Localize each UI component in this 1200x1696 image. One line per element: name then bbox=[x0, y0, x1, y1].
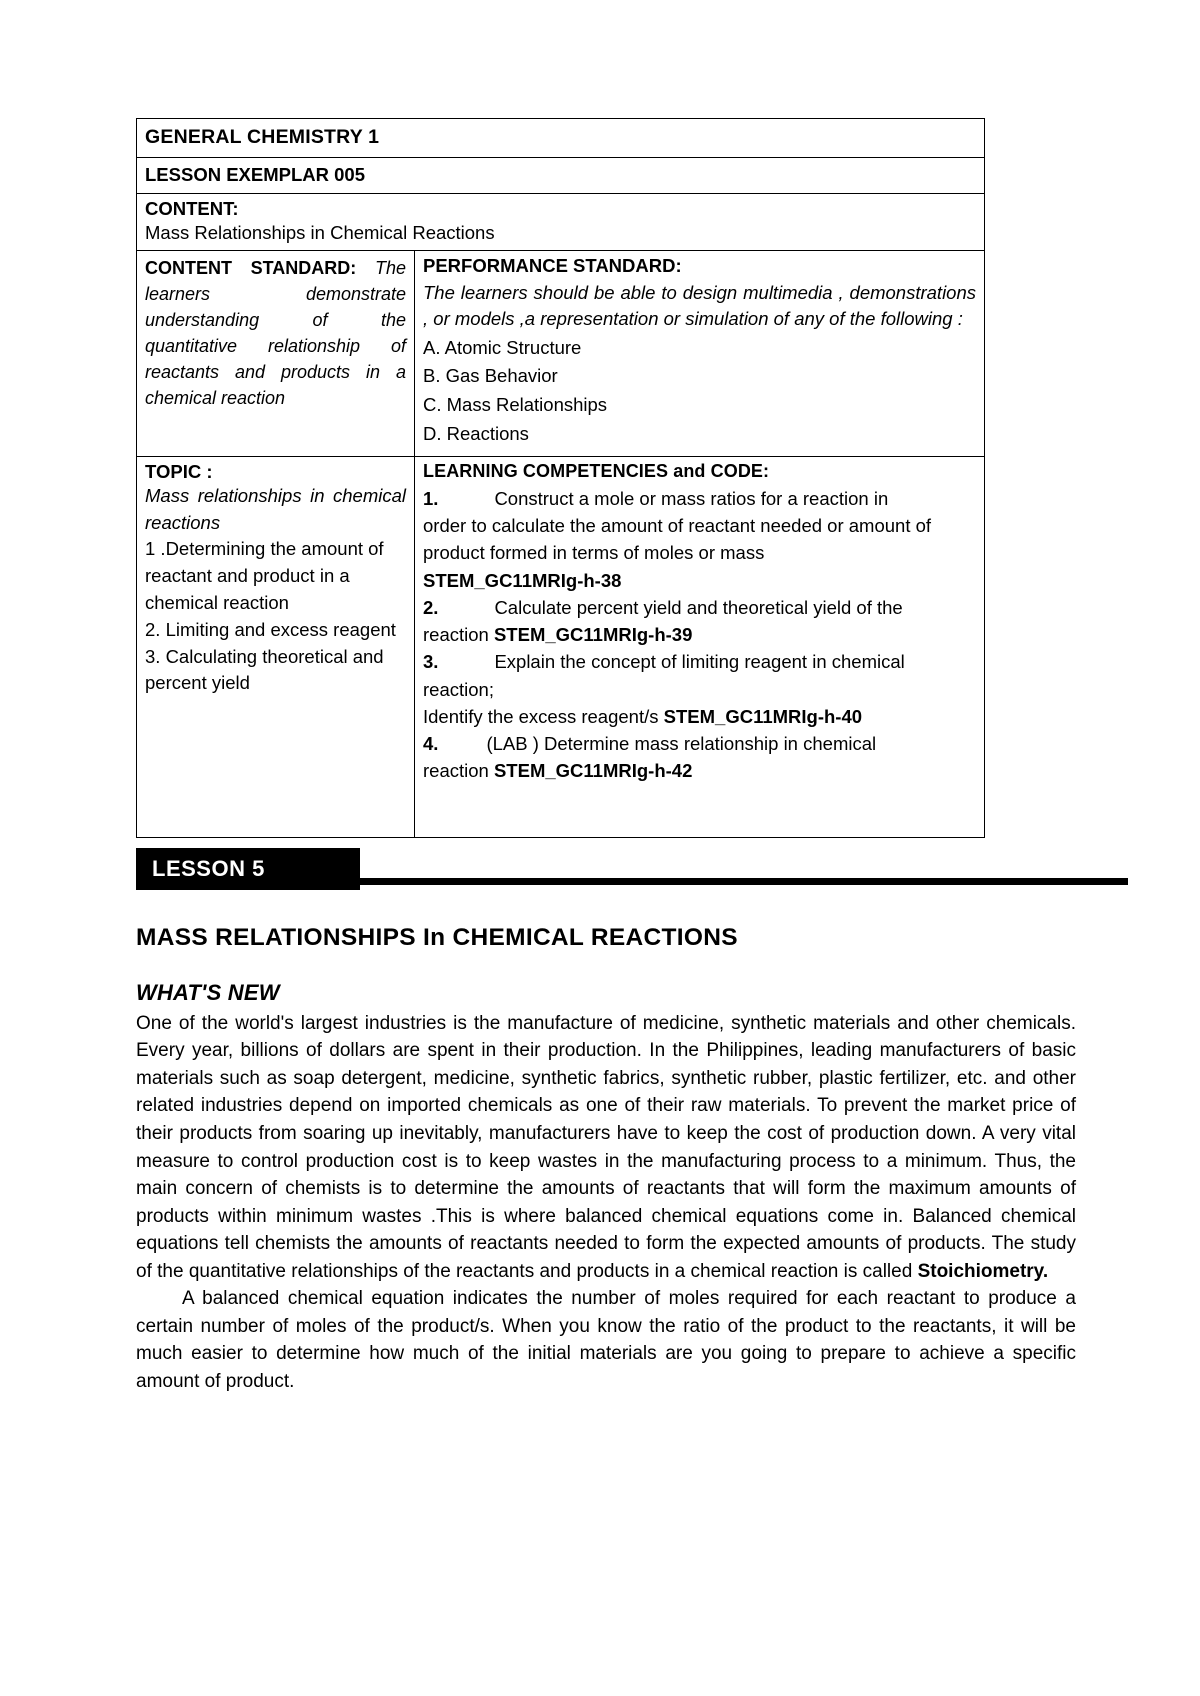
paragraph-1-text: One of the world's largest industries is the manufacture of medicine, synthetic materials and other chemicals. Every year, billions of dollars are spent in their production. In the Philippines, leading manufacturers of basic materials such as soap detergent, medicine, synthetic fabrics, synthetic rubber, plastic fertilizer, etc. and other related industries depend on imported chemicals as one of their raw materials. To prevent the market price of their products from soaring up inevitably, manufacturers have to keep the cost of production down. A very vital measure to control production cost is to keep wastes in the manufacturing process to a minimum. Thus, the main concern of chemists is to determine the amounts of reactants that will form the maximum amounts of products within minimum wastes .This is where balanced chemical equations come in. Balanced chemical equations tell chemists the amounts of reactants needed to form the expected amounts of products. The study of the quantitative relationships of the reactants and products in a chemical reaction is called bbox=[136, 1012, 1076, 1282]
table-row bbox=[137, 119, 985, 158]
content-standard-label: CONTENT STANDARD: bbox=[145, 258, 357, 278]
competency-number: 2. bbox=[423, 596, 439, 618]
learning-competencies-label: LEARNING COMPETENCIES and CODE: bbox=[423, 460, 770, 481]
competency-line: product formed in terms of moles or mass bbox=[423, 542, 765, 564]
table-row bbox=[137, 251, 985, 457]
stoichiometry-term: Stoichiometry. bbox=[917, 1260, 1049, 1282]
topic-list bbox=[145, 536, 406, 697]
competency-code-wrap bbox=[423, 622, 976, 648]
competency-line: order to calculate the amount of reactant needed or amount of bbox=[423, 515, 932, 537]
list-item: B. Gas Behavior bbox=[423, 365, 558, 387]
topic-cell bbox=[137, 456, 415, 837]
competency-line-wrap bbox=[423, 540, 976, 566]
page-title: MASS RELATIONSHIPS In CHEMICAL REACTIONS bbox=[136, 923, 738, 951]
competency-line: Construct a mole or mass ratios for a reaction in bbox=[494, 487, 889, 509]
competency-line: Calculate percent yield and theoretical yield of the bbox=[494, 596, 903, 618]
list-item: C. Mass Relationships bbox=[423, 394, 608, 416]
paragraph-2-text: A balanced chemical equation indicates the number of moles required for each reactant to produce a certain number of moles of the product/s. When you know the ratio of the product to the reactants, it will be much easier to determine how much of the initial materials are you going to prepare to achieve a specific amount of product. bbox=[136, 1288, 1076, 1392]
learning-competencies-body bbox=[423, 486, 976, 785]
competency-code-wrap bbox=[423, 704, 976, 730]
competency-number: 1. bbox=[423, 487, 439, 509]
performance-standard-list bbox=[423, 335, 976, 448]
competency-code-wrap bbox=[423, 758, 976, 784]
lesson-banner-label: LESSON 5 bbox=[136, 848, 360, 890]
list-item: 1 .Determining the amount of reactant and product in a chemical reaction bbox=[145, 538, 384, 614]
competency-code: STEM_GC11MRIg-h-39 bbox=[493, 624, 693, 646]
topic-italic-text: Mass relationships in chemical reactions bbox=[145, 484, 406, 533]
exemplar-cell: LESSON EXEMPLAR 005 bbox=[137, 158, 985, 194]
competency-line: Explain the concept of limiting reagent in chemical bbox=[494, 651, 905, 673]
paragraph-1 bbox=[136, 1010, 1076, 1285]
subject-cell: GENERAL CHEMISTRY 1 bbox=[137, 119, 985, 158]
banner-rule bbox=[358, 878, 1128, 885]
content-cell bbox=[137, 194, 985, 251]
performance-standard-cell bbox=[415, 251, 985, 457]
competency-item bbox=[423, 486, 976, 512]
competency-code-wrap bbox=[423, 568, 976, 594]
competency-line: (LAB ) Determine mass relationship in chemical bbox=[486, 733, 877, 755]
competency-item bbox=[423, 731, 976, 757]
table-row bbox=[137, 158, 985, 194]
competency-line: reaction bbox=[423, 624, 489, 646]
competency-number: 4. bbox=[423, 733, 439, 755]
list-item: A. Atomic Structure bbox=[423, 336, 582, 358]
section-heading-whats-new: WHAT'S NEW bbox=[136, 979, 280, 1005]
table-row bbox=[137, 456, 985, 837]
content-label: CONTENT: bbox=[145, 198, 239, 219]
table-row bbox=[137, 194, 985, 251]
list-item: 2. Limiting and excess reagent bbox=[145, 618, 396, 640]
competency-line: reaction bbox=[423, 760, 489, 782]
competency-item bbox=[423, 595, 976, 621]
competency-line: reaction; bbox=[423, 678, 494, 700]
content-standard-cell bbox=[137, 251, 415, 457]
topic-label: TOPIC : bbox=[145, 460, 213, 482]
learning-competencies-cell bbox=[415, 456, 985, 837]
list-item: D. Reactions bbox=[423, 422, 529, 444]
competency-line: Identify the excess reagent/s bbox=[423, 705, 659, 727]
competency-line-wrap bbox=[423, 513, 976, 539]
lesson-banner bbox=[136, 848, 1076, 894]
content-standard-text: The learners demonstrate understanding of the quantitative relationship of reactants and products in a chemical reaction bbox=[145, 258, 406, 409]
list-item: 3. Calculating theoretical and percent yield bbox=[145, 645, 384, 694]
performance-standard-label: PERFORMANCE STANDARD: bbox=[423, 255, 682, 276]
lesson-exemplar-table bbox=[136, 118, 985, 838]
competency-code: STEM_GC11MRIg-h-40 bbox=[663, 705, 863, 727]
performance-standard-text: The learners should be able to design multimedia , demonstrations , or models ,a representation or simulation of any of the following : bbox=[423, 282, 977, 330]
competency-code: STEM_GC11MRIg-h-42 bbox=[493, 760, 693, 782]
paragraph-2 bbox=[136, 1285, 1076, 1395]
competency-code: STEM_GC11MRIg-h-38 bbox=[423, 569, 622, 591]
competency-line-wrap bbox=[423, 677, 976, 703]
competency-item bbox=[423, 649, 976, 675]
content-text: Mass Relationships in Chemical Reactions bbox=[145, 222, 495, 243]
competency-number: 3. bbox=[423, 651, 439, 673]
